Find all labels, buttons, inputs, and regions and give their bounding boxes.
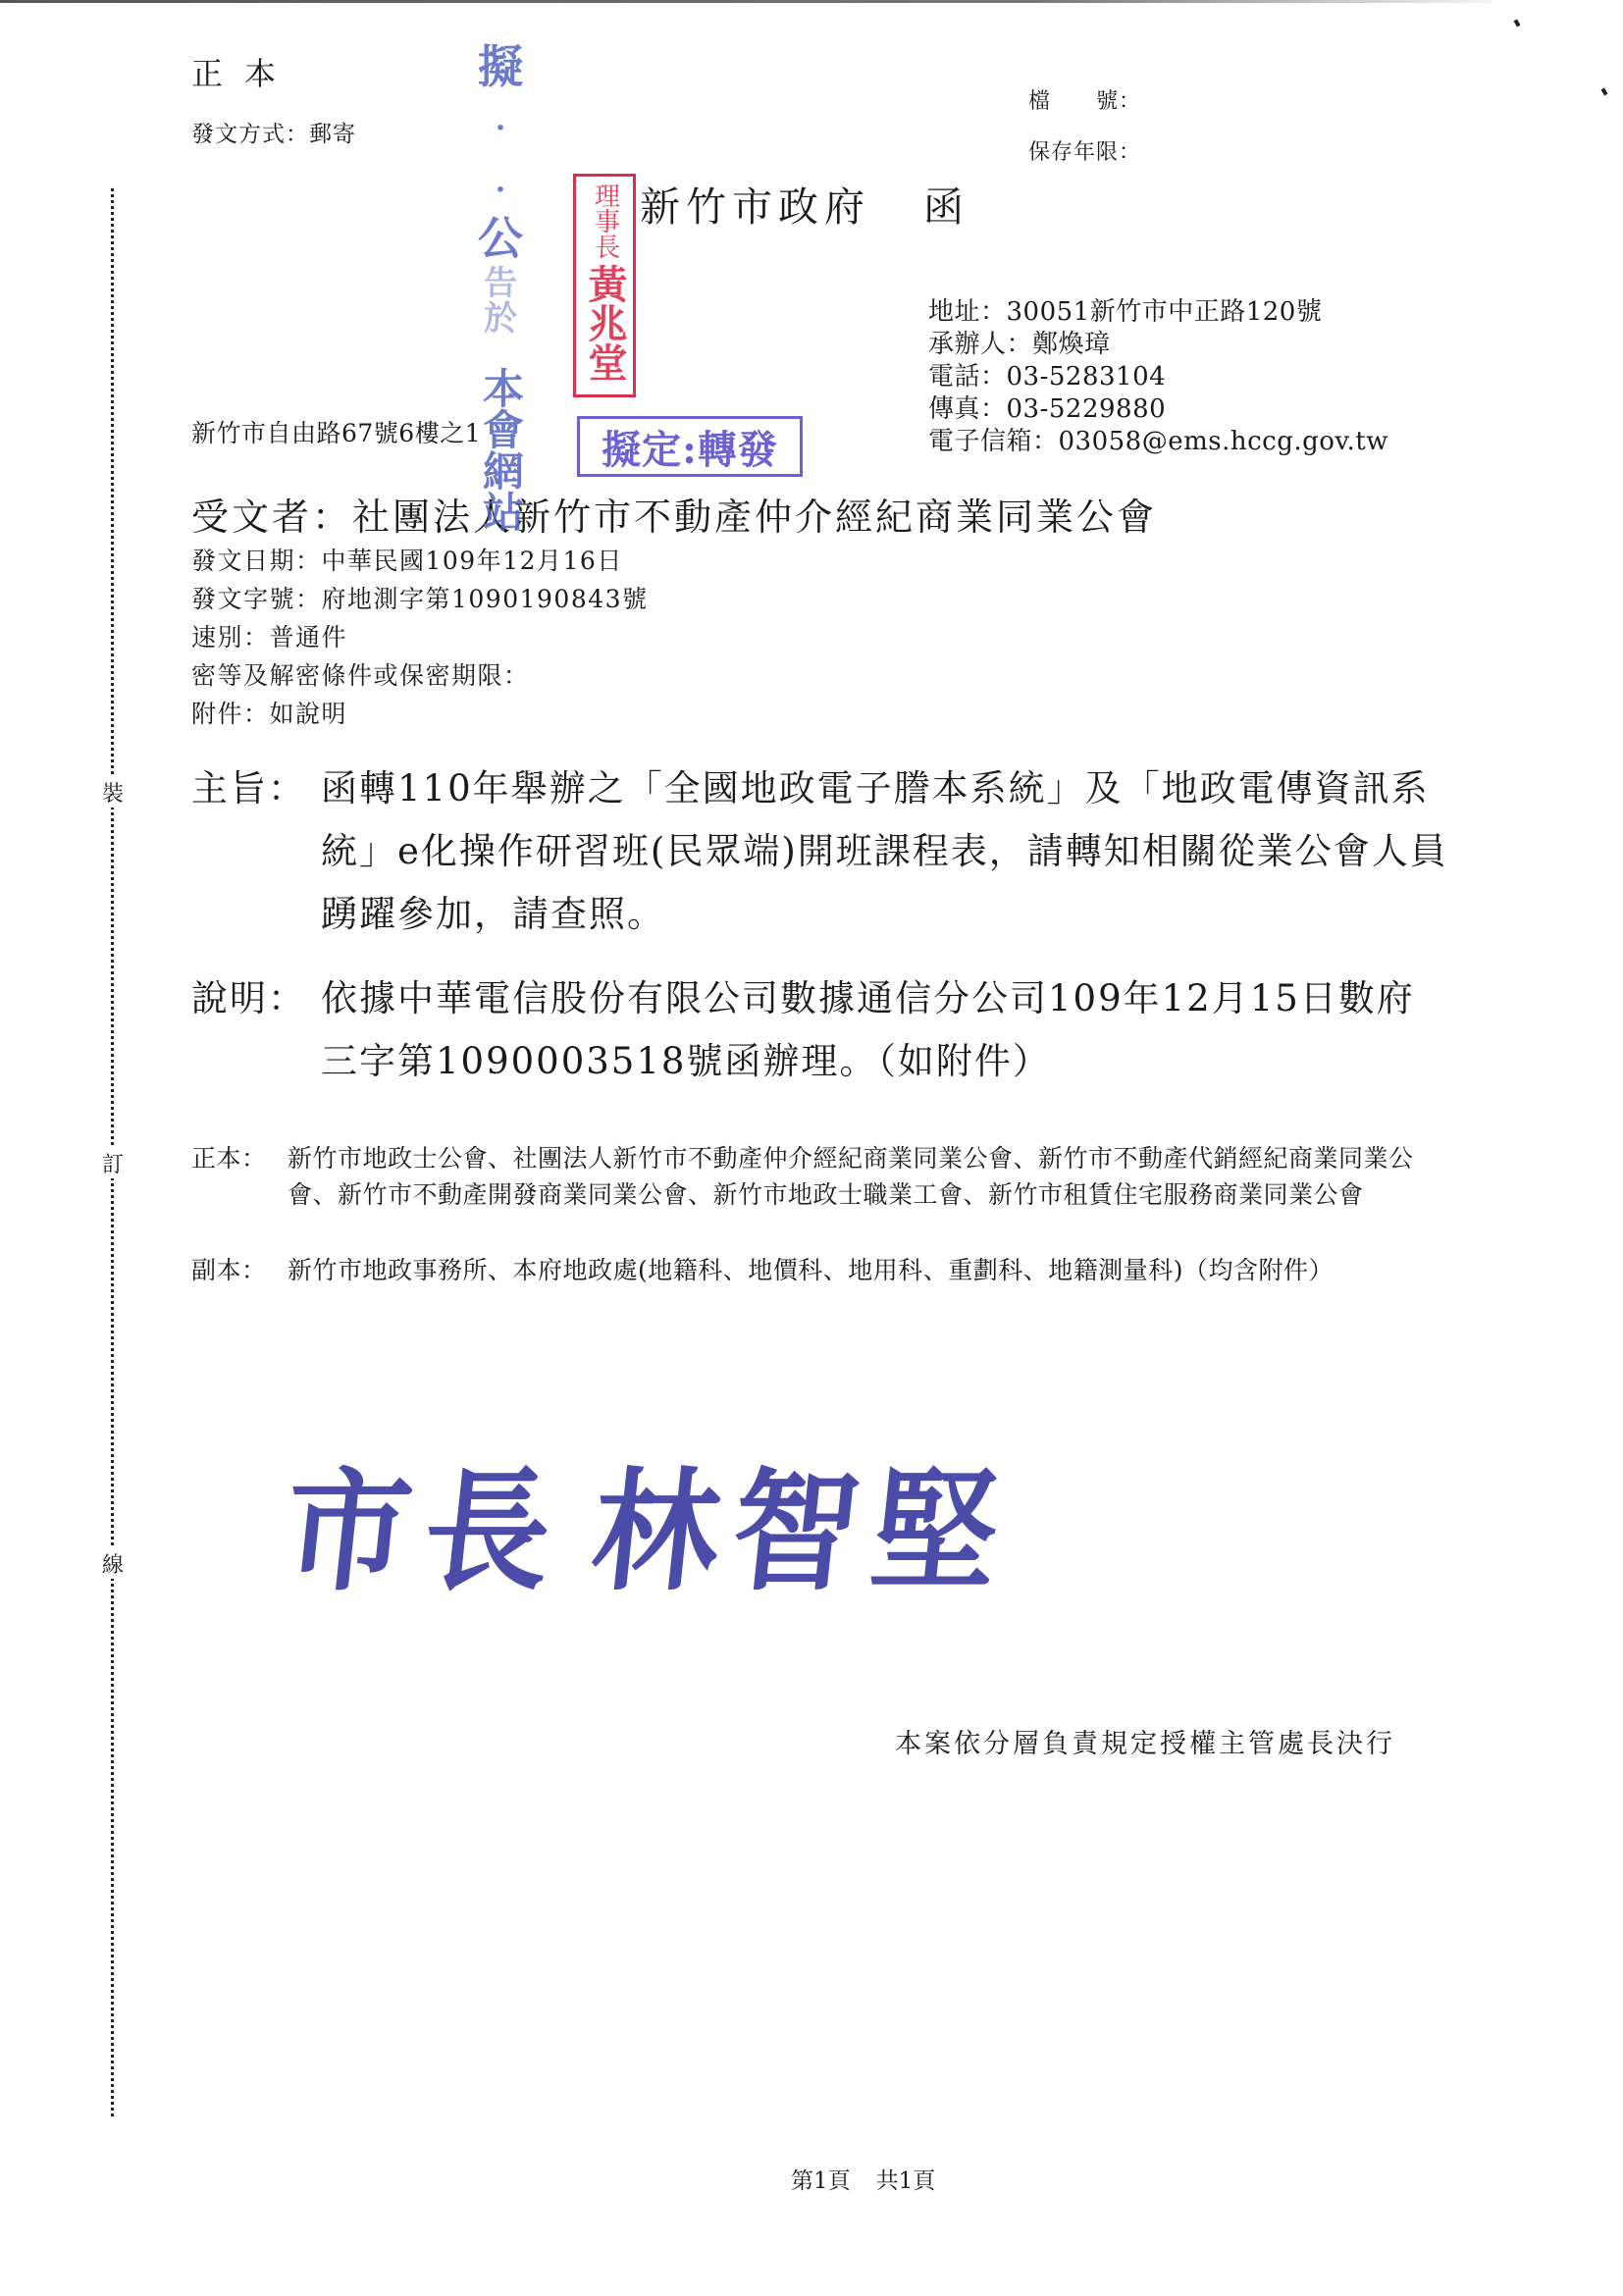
document-meta [191,542,649,733]
binding-label-xian: 線 [98,1548,128,1579]
page-current: 第1頁 [791,2168,851,2194]
recipient: 受文者：社團法人新竹市不動產仲介經紀商業同業公會 [191,496,1158,539]
decision-stamp: 擬定:轉發 [577,416,803,477]
distribution-main-label: 正本： [191,1144,267,1173]
file-number-field [1028,84,1141,115]
issue-date: 發文日期：中華民國109年12月16日 [191,547,623,575]
classification: 密等及解密條件或保密期限： [191,661,530,690]
annotation-char: 擬 [478,40,523,93]
document-title [640,175,969,233]
binding-label-zhuang: 裝 [98,777,128,808]
delegation-note: 本案依分層負責規定授權主管處長決行 [895,1729,1395,1759]
attachment: 附件：如說明 [191,700,348,728]
agency-name: 新竹市政府 [640,183,870,231]
recipient-address: 新竹市自由路67號6樓之1 [191,419,482,447]
annotation-dot: · [495,111,506,145]
contact-block [928,296,1388,458]
contact-handler: 承辦人：鄭煥璋 [928,330,1111,359]
signature-name: 林智堅 [585,1454,1021,1610]
distribution-main-text: 新竹市地政士公會、社團法人新竹市不動產仲介經紀商業同業公會、新竹市不動產代銷經紀商業同業公會、新竹市不動產開發商業同業公會、新竹市地政士職業工會、新竹市租賃住宅服務商業同業公會 [288,1144,1414,1209]
annotation-faint: 告於 [484,264,517,339]
signature-title: 市長 [277,1454,573,1610]
distribution-copy-text: 新竹市地政事務所、本府地政處(地籍科、地價科、地用科、重劃科、地籍測量科)（均含附件） [288,1256,1335,1284]
page-number [791,2163,935,2195]
scan-speck [1601,87,1608,95]
scan-speck [1514,19,1521,26]
chairman-red-seal [573,174,636,397]
distribution-copy-label: 副本： [191,1256,267,1284]
contact-address: 地址：30051新竹市中正路120號 [928,297,1323,327]
explanation-label: 說明： [191,977,306,1019]
distribution-copy [191,1252,1451,1288]
subject-label: 主旨： [191,767,306,809]
contact-phone: 電話：03-5283104 [928,362,1167,391]
copy-type-label: 正本 [191,55,298,92]
annotation-text: 本會網站 [477,367,525,532]
urgency: 速別：普通件 [191,623,348,652]
binding-label-ding: 訂 [98,1148,128,1178]
file-number-label-a: 檔 [1028,89,1052,114]
mayor-signature-stamp [277,1426,1022,1615]
explanation-text: 依據中華電信股份有限公司數據通信分公司109年12月15日數府三字第1090003518號函辦理。（如附件） [321,977,1415,1082]
page-total: 共1頁 [875,2168,936,2194]
retention-period-field: 保存年限： [1028,140,1142,165]
file-number-label-b: 號： [1096,89,1142,114]
scan-edge [0,0,1492,3]
annotation-char: 公 [478,212,523,265]
handwritten-blue-annotation [473,39,528,562]
contact-fax: 傳真：03-5229880 [928,394,1167,424]
subject-text: 函轉110年舉辦之「全國地政電子謄本系統」及「地政電傳資訊系統」e化操作研習班(民眾端)開班課程表，請轉知相關從業公會人員踴躍參加，請查照。 [321,767,1448,935]
explanation-section [191,967,1451,1093]
seal-title: 理事長 [590,183,620,259]
contact-email: 電子信箱：03058@ems.hccg.gov.tw [928,427,1389,456]
send-method: 發文方式：郵寄 [191,122,356,147]
document-type: 函 [923,183,969,231]
annotation-dot: · [495,173,506,207]
seal-name: 黃兆堂 [582,263,628,382]
document-number: 發文字號：府地測字第1090190843號 [191,585,649,613]
distribution-main [191,1140,1451,1213]
subject-section [191,757,1451,946]
